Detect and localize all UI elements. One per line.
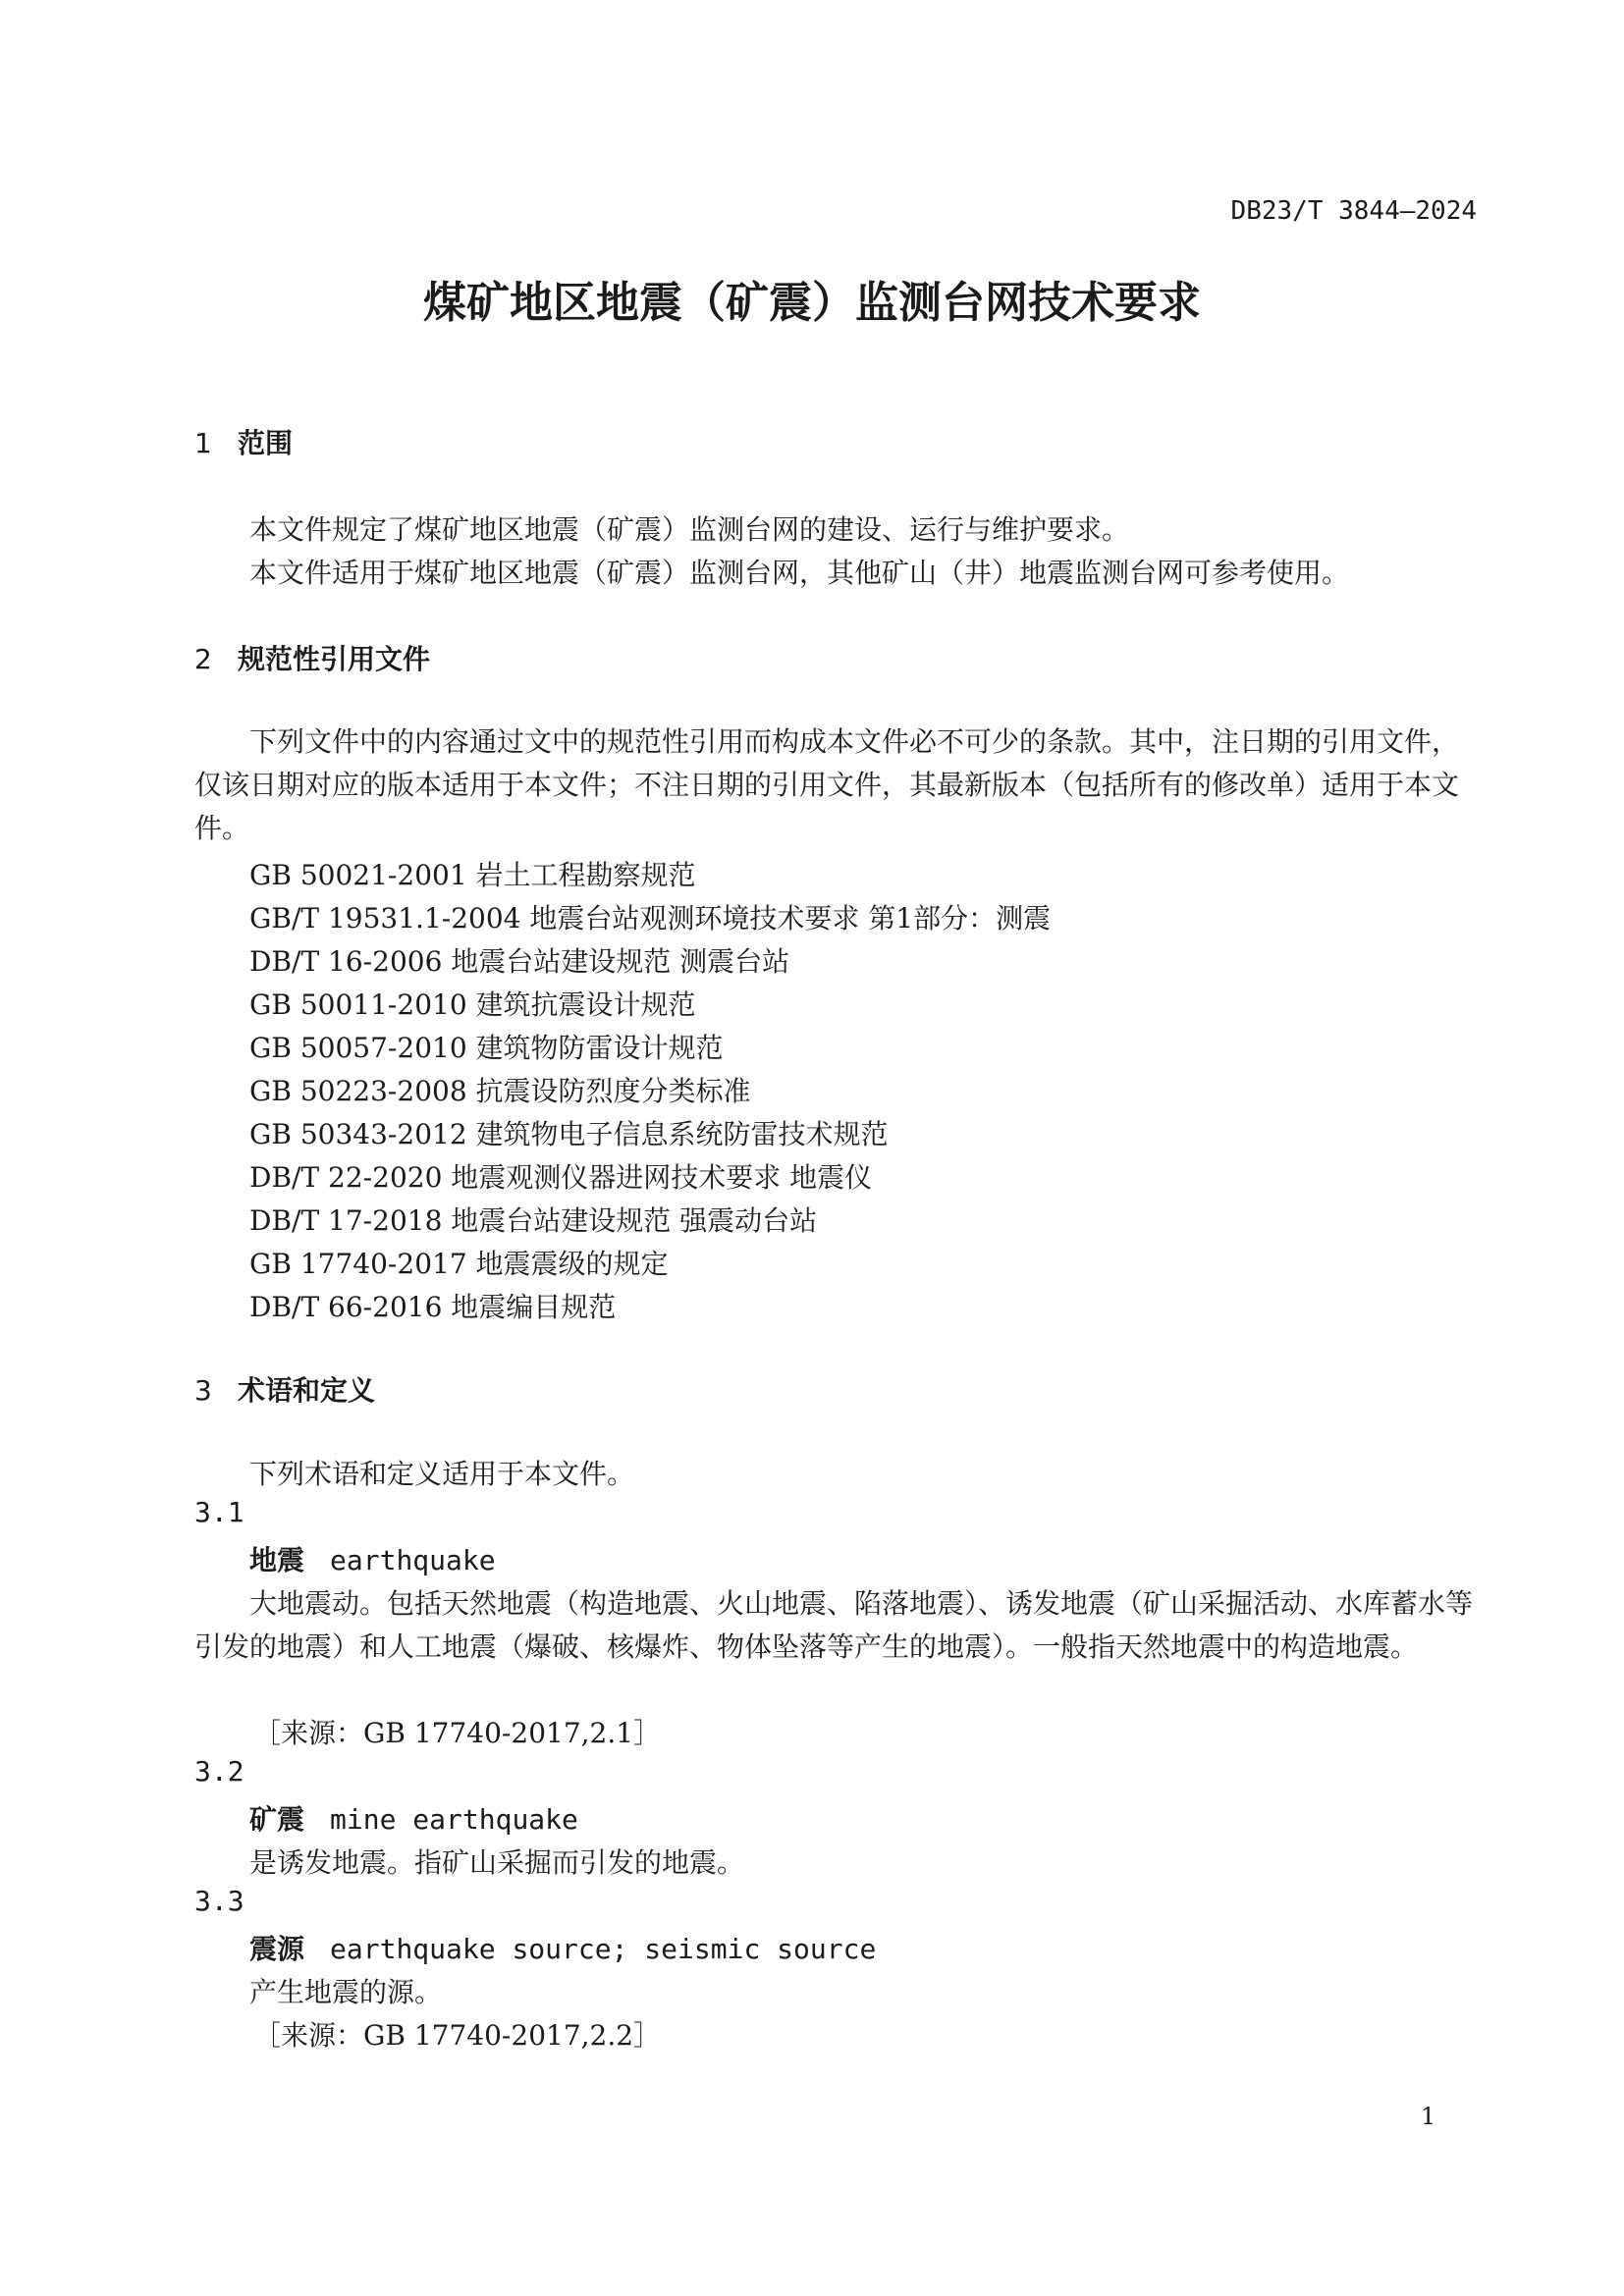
term-en: earthquake	[330, 1544, 496, 1576]
section-number: 1	[194, 427, 212, 459]
term-number: 3.1	[194, 1496, 244, 1528]
term-zh: 地震	[249, 1544, 305, 1576]
scope-paragraph: 本文件适用于煤矿地区地震（矿震）监测台网，其他矿山（井）地震监测台网可参考使用。	[249, 557, 1350, 589]
term-source: ［来源：GB 17740-2017,2.2］	[253, 2019, 662, 2052]
page-number: 1	[1421, 2103, 1436, 2130]
reference-item: GB 50057-2010 建筑物防雷设计规范	[249, 1032, 724, 1064]
section-1-heading	[194, 422, 293, 461]
section-number: 3	[194, 1374, 212, 1407]
term-heading	[249, 1928, 876, 1967]
term-heading	[249, 1798, 578, 1838]
reference-item: GB 50343-2012 建筑物电子信息系统防雷技术规范	[249, 1118, 889, 1150]
section-3-heading	[194, 1369, 375, 1409]
reference-item: GB 50011-2010 建筑抗震设计规范	[249, 988, 696, 1021]
section-title: 术语和定义	[238, 1374, 376, 1407]
term-definition: 是诱发地震。指矿山采掘而引发的地震。	[249, 1846, 745, 1879]
term-zh: 震源	[249, 1933, 305, 1965]
term-source: ［来源：GB 17740-2017,2.1］	[253, 1717, 662, 1749]
term-number: 3.3	[194, 1885, 244, 1917]
term-number: 3.2	[194, 1755, 244, 1788]
reference-item: GB 50021-2001 岩土工程勘察规范	[249, 859, 696, 891]
section-title: 范围	[238, 427, 294, 459]
document-code: DB23/T 3844—2024	[1230, 196, 1477, 226]
term-definition: 产生地震的源。	[249, 1976, 443, 2008]
reference-item: DB/T 22-2020 地震观测仪器进网技术要求 地震仪	[249, 1161, 873, 1194]
term-heading	[249, 1539, 496, 1578]
terms-intro: 下列术语和定义适用于本文件。	[249, 1458, 635, 1490]
references-intro: 下列文件中的内容通过文中的规范性引用而构成本文件必不可少的条款。其中，注日期的引用文件，仅该日期对应的版本适用于本文件；不注日期的引用文件，其最新版本（包括所有的修改单）适用于本文件。	[194, 725, 1460, 844]
document-title: 煤矿地区地震（矿震）监测台网技术要求	[423, 278, 1201, 328]
reference-item: GB/T 19531.1-2004 地震台站观测环境技术要求 第1部分：测震	[249, 902, 1052, 934]
reference-item: GB 50223-2008 抗震设防烈度分类标准	[249, 1075, 751, 1107]
scope-paragraph: 本文件规定了煤矿地区地震（矿震）监测台网的建设、运行与维护要求。	[249, 513, 1130, 546]
term-zh: 矿震	[249, 1803, 305, 1836]
reference-item: GB 17740-2017 地震震级的规定	[249, 1248, 669, 1280]
reference-item: DB/T 17-2018 地震台站建设规范 强震动台站	[249, 1204, 818, 1237]
section-number: 2	[194, 643, 212, 675]
reference-item: DB/T 16-2006 地震台站建设规范 测震台站	[249, 945, 790, 978]
term-definition: 大地震动。包括天然地震（构造地震、火山地震、陷落地震）、诱发地震（矿山采掘活动、水库蓄水等引发的地震）和人工地震（爆破、核爆炸、物体坠落等产生的地震）。一般指天然地震中的构造地震。	[194, 1587, 1474, 1663]
term-en: earthquake source; seismic source	[330, 1933, 877, 1965]
reference-item: DB/T 66-2016 地震编目规范	[249, 1291, 617, 1323]
term-en: mine earthquake	[330, 1803, 578, 1836]
section-2-heading	[194, 638, 430, 677]
section-title: 规范性引用文件	[238, 643, 431, 675]
